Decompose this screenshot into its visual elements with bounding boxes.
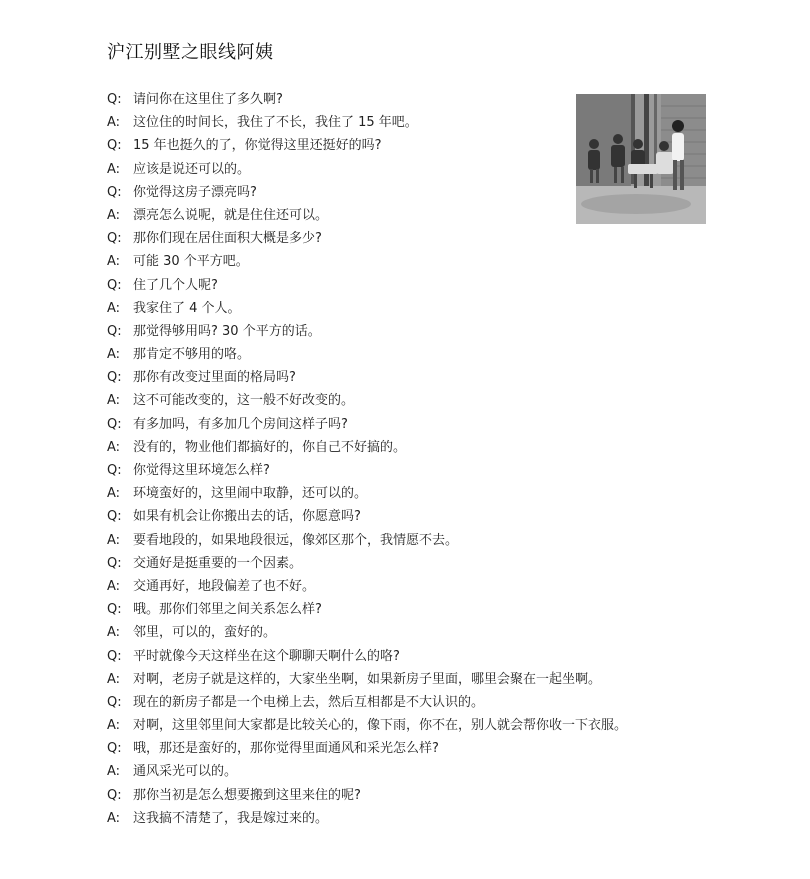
qa-text: 哦。那你们邻里之间关系怎么样?	[133, 602, 322, 618]
qa-row	[107, 158, 667, 181]
qa-row	[107, 552, 667, 575]
qa-speaker: A:	[107, 718, 121, 734]
qa-row	[107, 598, 667, 621]
qa-speaker: Q:	[107, 323, 122, 339]
qa-row	[107, 807, 667, 830]
qa-speaker: Q:	[107, 416, 122, 432]
qa-text: 住了几个人呢?	[133, 277, 218, 293]
qa-row	[107, 134, 667, 157]
qa-speaker: A:	[107, 161, 121, 177]
qa-row	[107, 181, 667, 204]
qa-text: 没有的，物业他们都搞好的，你自己不好搞的。	[133, 439, 407, 455]
qa-text: 现在的新房子都是一个电梯上去，然后互相都是不大认识的。	[133, 694, 485, 710]
qa-text: 平时就像今天这样坐在这个聊聊天啊什么的咯?	[133, 648, 400, 664]
qa-text: 要看地段的，如果地段很远，像郊区那个，我情愿不去。	[133, 532, 459, 548]
qa-speaker: Q:	[107, 463, 122, 478]
qa-row	[107, 343, 667, 366]
page-title: 沪江别墅之眼线阿姨	[107, 42, 274, 63]
qa-row	[107, 645, 667, 668]
qa-text: 那觉得够用吗? 30 个平方的话。	[133, 323, 321, 339]
qa-speaker: Q:	[107, 648, 122, 664]
qa-text: 我家住了 4 个人。	[133, 300, 241, 316]
qa-row	[107, 737, 667, 760]
qa-speaker: Q:	[107, 694, 122, 710]
qa-speaker: A:	[107, 439, 121, 455]
qa-row	[107, 714, 667, 737]
qa-row	[107, 274, 667, 297]
qa-row	[107, 760, 667, 783]
qa-speaker: A:	[107, 486, 121, 502]
qa-text: 这我搞不清楚了，我是嫁过来的。	[133, 810, 329, 826]
qa-text: 可能 30 个平方吧。	[133, 254, 249, 270]
qa-text: 哦，那还是蛮好的，那你觉得里面通风和采光怎么样?	[133, 741, 439, 757]
qa-speaker: Q:	[107, 787, 122, 803]
qa-text: 对啊，这里邻里间大家都是比较关心的，像下雨，你不在，别人就会帮你收一下衣服。	[133, 718, 628, 734]
qa-text: 对啊，老房子就是这样的，大家坐坐啊，如果新房子里面，哪里会聚在一起坐啊。	[133, 671, 602, 687]
qa-text: 这不可能改变的，这一般不好改变的。	[133, 393, 355, 409]
qa-speaker: Q:	[107, 184, 122, 200]
qa-text: 那你有改变过里面的格局吗?	[133, 370, 296, 386]
qa-row	[107, 436, 667, 459]
qa-row	[107, 691, 667, 714]
qa-row	[107, 621, 667, 644]
qa-text: 如果有机会让你搬出去的话，你愿意吗?	[133, 509, 361, 525]
qa-speaker: A:	[107, 671, 121, 687]
qa-speaker: Q:	[107, 741, 122, 757]
qa-row	[107, 668, 667, 691]
qa-row	[107, 111, 667, 134]
qa-speaker: Q:	[107, 231, 122, 247]
qa-text: 通风采光可以的。	[133, 764, 238, 780]
qa-row	[107, 529, 667, 552]
qa-text: 那肯定不够用的咯。	[133, 347, 251, 363]
qa-row	[107, 575, 667, 598]
qa-row	[107, 227, 667, 250]
qa-row	[107, 505, 667, 528]
qa-speaker: A:	[107, 532, 121, 548]
qa-speaker: Q:	[107, 370, 122, 386]
qa-row	[107, 482, 667, 505]
qa-speaker: A:	[107, 810, 121, 826]
qa-text: 环境蛮好的，这里闹中取静，还可以的。	[133, 486, 368, 502]
qa-speaker: Q:	[107, 138, 122, 154]
qa-text: 交通再好，地段偏差了也不好。	[133, 578, 316, 594]
qa-row	[107, 204, 667, 227]
qa-speaker: A:	[107, 764, 121, 780]
qa-speaker: Q:	[107, 92, 122, 107]
qa-text: 邻里，可以的，蛮好的。	[133, 625, 277, 641]
qa-text: 你觉得这里环境怎么样?	[133, 463, 270, 478]
qa-text: 那你当初是怎么想要搬到这里来住的呢?	[133, 787, 361, 803]
qa-text: 请问你在这里住了多久啊?	[133, 92, 283, 107]
qa-row	[107, 320, 667, 343]
qa-speaker: Q:	[107, 509, 122, 525]
qa-speaker: Q:	[107, 555, 122, 571]
qa-row	[107, 297, 667, 320]
qa-speaker: A:	[107, 578, 121, 594]
qa-speaker: A:	[107, 115, 121, 131]
qa-speaker: Q:	[107, 602, 122, 618]
qa-speaker: A:	[107, 347, 121, 363]
qa-speaker: A:	[107, 625, 121, 641]
qa-row	[107, 366, 667, 389]
qa-row	[107, 459, 667, 482]
qa-speaker: A:	[107, 300, 121, 316]
qa-text: 应该是说还可以的。	[133, 161, 251, 177]
qa-text: 交通好是挺重要的一个因素。	[133, 555, 303, 571]
qa-speaker: Q:	[107, 277, 122, 293]
qa-text: 这位住的时间长，我住了不长，我住了 15 年吧。	[133, 115, 418, 131]
qa-list	[107, 88, 667, 830]
qa-text: 你觉得这房子漂亮吗?	[133, 184, 257, 200]
qa-text: 有多加吗，有多加几个房间这样子吗?	[133, 416, 348, 432]
qa-row	[107, 389, 667, 412]
qa-speaker: A:	[107, 393, 121, 409]
qa-text: 15 年也挺久的了，你觉得这里还挺好的吗?	[133, 138, 382, 154]
qa-text: 那你们现在居住面积大概是多少?	[133, 231, 322, 247]
qa-row	[107, 250, 667, 273]
qa-row	[107, 784, 667, 807]
qa-speaker: A:	[107, 254, 121, 270]
qa-speaker: A:	[107, 207, 121, 223]
qa-row	[107, 88, 667, 111]
qa-text: 漂亮怎么说呢，就是住住还可以。	[133, 207, 329, 223]
qa-row	[107, 413, 667, 436]
